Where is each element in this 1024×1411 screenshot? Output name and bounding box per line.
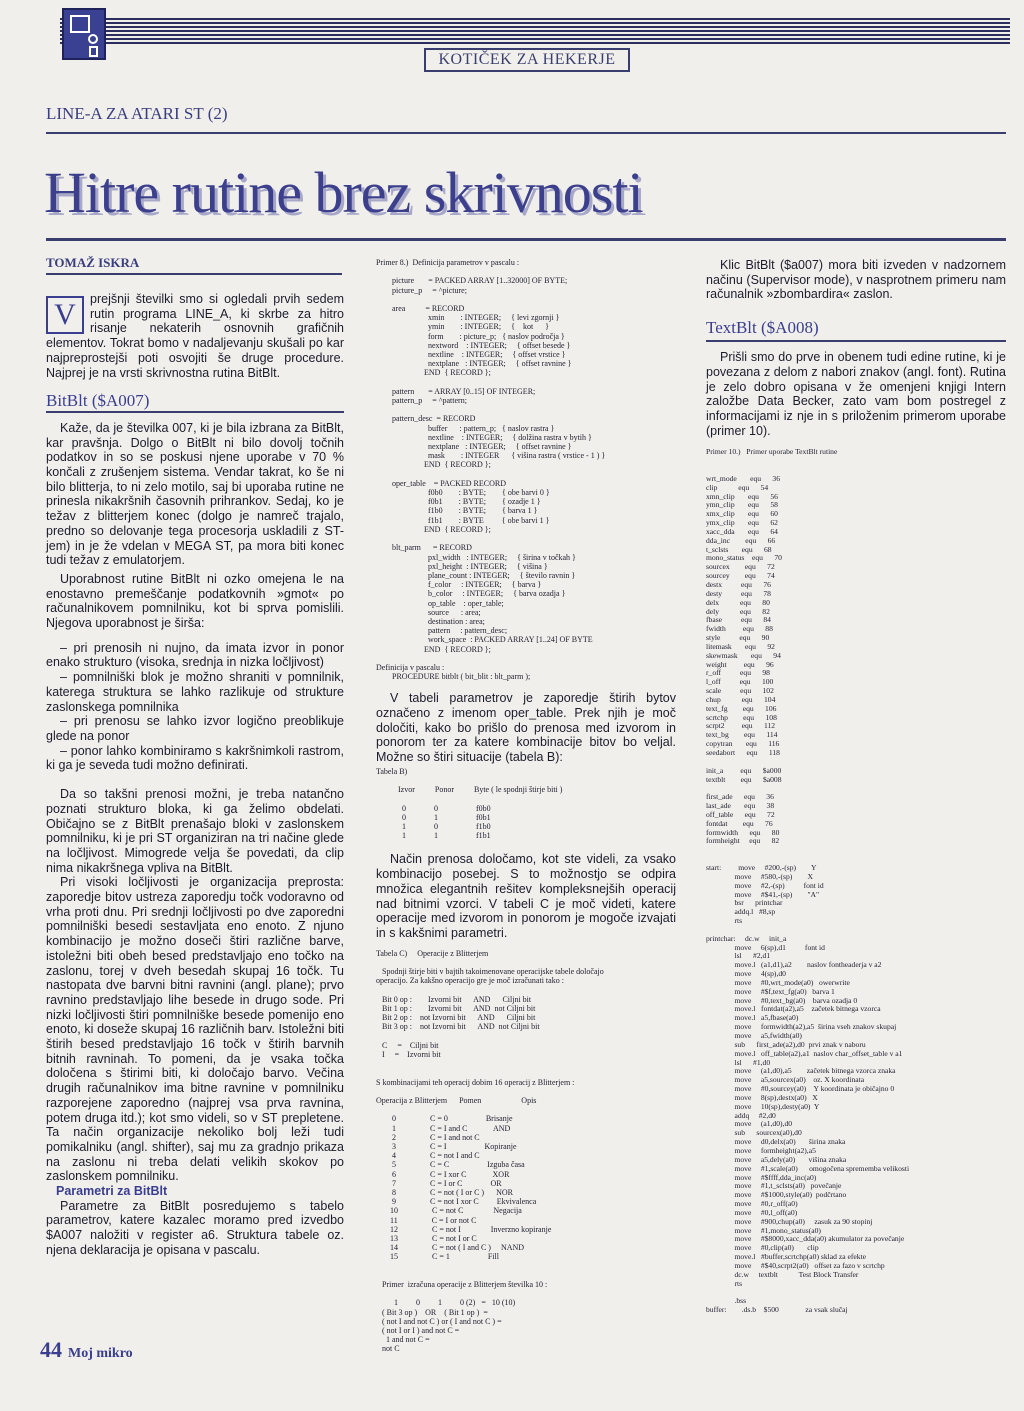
column-2 — [376, 258, 676, 1354]
article-title: Hitre rutine brez skrivnosti — [44, 160, 643, 225]
divider — [46, 238, 1006, 241]
list-item: – pri prenosih ni nujno, da imata izvor in ponor enako strukturo (visoka, srednja in nizka ločljivost) — [46, 640, 344, 670]
column-3 — [706, 258, 1006, 1315]
code-listing-pascal: Primer 8.) Definicija parametrov v pascalu : picture = PACKED ARRAY [1..32000] OF BYTE; picture_p = ^picture; area = RECORD xmin : INTEGER; { levi zgornji } ymin : INTEGER; { kot } form : picture_p; { naslov področja } nextword : INTEGER; { offset besede } nextline : INTEGER; { offset vrstice } nextplane : INTEGER; { offset ravnine } END { RECORD }; pattern = ARRAY [0..15] OF INTEGER; pattern_p = ^pattern; pattern_desc = RECORD buffer : pattern_p; { naslov rastra } nextline : INTEGER; { dolžina rastra v bytih } nextplane : INTEGER; { offset ravnine } mask : INTEGER { višina rastra ( vrstice - 1 ) } END { RECORD }; oper_table = PACKED RECORD f0b0 : BYTE; { obe barvi 0 } f0b1 : BYTE; { ozadje 1 } f1b0 : BYTE; { barva 1 } f1b1 : BYTE { obe barvi 1 } END { RECORD }; blt_parm = RECORD pxl_width : INTEGER; { širina v točkah } pxl_height : INTEGER; { višina } plane_count : INTEGER; { število ravnin } f_color : INTEGER; { barva } b_color : INTEGER; { barva ozadja } op_table : oper_table; source : area; destination : area; pattern : pattern_desc; work_space : PACKED ARRAY [1..24] OF BYTE END { RECORD }; Definicija v pascalu : PROCEDURE bitblt ( bit_blit : blt_parm ); — [376, 258, 606, 682]
code-listing-assembly: Primer 10.) Primer uporabe TextBlt rutine wrt_mode equ 36 clip equ 54 xmn_clip equ 56 ymn_clip equ 58 xmx_clip equ 60 ymx_clip equ 62 xacc_dda equ 64 dda_inc equ 66 t_sclsts equ 68 mono_status equ 70 sourcex equ 72 sourcey equ 74 destx equ 76 desty equ 78 delx equ 80 dely equ 82 fbase equ 84 fwidth equ 88 style equ 90 litemask equ 92 skewmask equ 94 weight equ 96 r_off equ 98 l_off equ 100 scale equ 102 chup equ 104 text_fg equ 106 scrtchp equ 108 scrpt2 equ 112 text_bg equ 114 copytran equ 116 seedabort equ 118 init_a equ $a000 textblt equ $a008 first_ade equ 36 last_ade equ 38 off_table equ 72 fontdat equ 76 formwidth equ 80 formheight equ 82 start: move #200,-(sp) Y move #580,-(sp) X move #2,-(sp) font id move #$41,-(sp) "A" bsr printchar addq.l #8,sp rts printchar: dc.w init_a move 6(sp),d1 font id lsl #2,d1 move.l (a1,d1),a2 naslov fontheaderja v a2 move 4(sp),d0 move #0,wrt_mode(a0) owerwrite move #$f,text_fg(a0) barva 1 move #0,text_bg(a0) barva ozadja 0 move.l fontdat(a2),a5 začetek bitnega vzorca move.l a5,fbase(a0) move formwidth(a2),a5 širina vseh znakov skupaj move a5,fwidth(a0) sub first_ade(a2),d0 prvi znak v naboru move.l off_table(a2),a1 naslov char_offset_table v a1 lsl #1,d0 move (a1,d0),a5 začetek bitnega vzorca znaka move a5,sourcex(a0) oz. X koordinata move #0,sourcey(a0) Y koordinata je običajno 0 move 8(sp),destx(a0) X move 10(sp),desty(a0) Y addq #2,d0 move (a1,d0),d0 sub sourcex(a0),d0 move d0,delx(a0) širina znaka move formheight(a2),a5 move a5,dely(a0) višina znaka move #1,scale(a0) omogočena sprememba velikosti move #$ffff,dda_inc(a0) move #1,t_sclsts(a0) povečanje move #$1000,style(a0) podčrtano move #0,r_off(a0) move #0,l_off(a0) move #900,chup(a0) zasuk za 90 stopinj move #1,mono_status(a0) move #$8000,xacc_dda(a0) akumulator za povečanje move #0,clip(a0) clip move.l #buffer,scrtchp(a0) sklad za efekte move #$40,scrpt2(a0) offset za fazo v scrtchp dc.w textblt Test Block Transfer rts .bss buffer: .ds.b $500 za vsak slučaj — [706, 447, 910, 1315]
table-b: Tabela B) Izvor Ponor Byte ( le spodnji štirje biti ) 0 0 f0b0 0 1 f0b1 1 0 f1b0 1 1 f1b1 — [376, 766, 563, 841]
paragraph: Prišli smo do prve in obenem tudi edine rutine, ki je povezana z delom z nabori znakov (angl. font). Rutina je zelo dobro opisana v že omenjeni knjigi Intern založbe Data Becker, zato vam bom postregel z informacijami iz nje in s priloženim primerom uporabe (primer 10). — [706, 350, 1006, 438]
page-number: 44 — [40, 1337, 62, 1362]
list-item: – ponor lahko kombiniramo s kakršnimkoli rastrom, ki ga je seveda tudi možno definirati. — [46, 743, 344, 773]
list-item: – pri prenosu se lahko izvor logično preoblikuje glede na ponor — [46, 714, 344, 743]
paragraph: Način prenosa določamo, kot ste videli, za vsako kombinacijo posebej. S to možnostjo se odpira množica elegantnih rešitev kompleksnejših operacij nad bitnimi vzorci. V tabeli C je moč videti, katere operacije med izvorom in ponorom je mogoče izvajati in s kakšnimi parametri. — [376, 852, 676, 940]
computer-logo-icon — [62, 8, 106, 60]
bold-subheading: Parametri za BitBlt — [56, 1184, 168, 1199]
paragraph: Kaže, da je številka 007, ki je bila izbrana za BitBlt, kar pravšnja. Dolgo o BitBlt ni bilo dovolj točnih podatkov in so se poskusi njene uporabe v 70 % končali z zrušenjem sistema. Vendar takrat, ko še ni bilo blitterja, to ni zelo motilo, saj bi uporaba rutine ne prinesla nikakršnih časovnih prihrankov. Sedaj, ko je težav z blitterjem konec (dolgo je namreč trajalo, predno so delovanje tega procesorja uskladili z ST-jem) in je že vdelan v MEGA ST, pa mora biti konec tudi težav z emulatorjem. — [46, 420, 344, 568]
author-name: TOMAŽ ISKRA — [46, 255, 342, 275]
divider — [46, 132, 1006, 134]
paragraph: Parametre za BitBlt posredujemo s tabelo parametrov, katere kazalec moramo pred izvedbo $A007 naložiti v register a6. Struktura tabele oz. njena deklaracija je opisana v pascalu. — [46, 1198, 344, 1257]
subheading-bitblt: BitBlt ($A007) — [46, 380, 344, 413]
drop-cap: V — [46, 296, 84, 334]
paragraph: Uporabnost rutine BitBlt ni ozko omejena le na enostavno premeščanje podatkovnih »gmot« po računalnikovem pomnilniku, kot bi sprva pomislili. Njegova uporabnost je širša: — [46, 571, 344, 631]
bullet-list — [46, 641, 344, 773]
table-c: Tabela C) Operacije z Blitterjem Spodnji štirje biti v bajtih takoimenovane operacijske tabele določajo operacijo. Za kakšno operacijo gre je moč izračunati tako : Bit 0 op : Izvorni bit AND Ciljni bit Bit 1 op : Izvorni bit AND not Ciljni bit Bit 2 op : not Izvorni bit AND Ciljni bit Bit 3 op : not Izvorni bit AND not Ciljni bit C = Ciljni bit I = Izvorni bit S kombinacijami teh operacij dobim 16 operacij z Blitterjem : Operacija z Blitterjem Pomen Opis 0 C = 0 Brisanje 1 C = I and C AND 2 C = I and not C 3 C = I Kopiranje 4 C = not I and C 5 C = C Izguba časa 6 C = I xor C XOR 7 C = I or C OR 8 C = not ( I or C ) NOR 9 C = not I xor C Ekvivalenca 10 C = not C Negacija 11 C = I or not C 12 C = not I Inverzno kopiranje 13 C = not I or C 14 C = not ( I and C ) NAND 15 C = 1 Fill Primer izračuna operacije z Blitterjem številka 10 : 1 0 1 0 (2) = 10 (10) ( Bit 3 op ) OR ( Bit 1 op ) = ( not I and not C ) or ( I and not C ) = ( not I or I ) and not C = 1 and not C = not C — [376, 948, 604, 1354]
paragraph: V tabeli parametrov je zaporedje štirih bytov označeno z imenom oper_table. Prek njih je moč določiti, kako bo prišlo do prenosa med izvorom in ponorom ter za katere kombinacije bitov bo veljal. Možne so štiri situacije (tabela B): — [376, 691, 676, 765]
series-title: LINE-A ZA ATARI ST (2) — [46, 104, 228, 123]
magazine-name: Moj mikro — [68, 1346, 133, 1361]
column-1 — [46, 292, 344, 1258]
intro-paragraph: V prejšnji številki smo si ogledali prvih sedem rutin programa LINE_A, ki skrbe za hitro risanje nekaterih osnovnih grafičnih elementov. Tokrat bomo v nadaljevanju skušali po kar najpreprostejši poti osvojiti še druge procedure. Najprej je na vrsti skrivnostna rutina BitBlt. — [46, 292, 344, 380]
section-label: KOTIČEK ZA HEKERJE — [424, 48, 630, 72]
subheading-textblt: TextBlt ($A008) — [706, 318, 1006, 342]
header-stripe-bar — [60, 18, 1010, 44]
paragraph: Pri visoki ločljivosti je organizacija preprosta: zaporedje bitov ustreza zaporedju točk vodoravno od vrha proti dnu. Pri srednji ločljivosti po dve zaporedni pomnilniški besedi sestavljata eno enoto. Z njuno kombinacijo je možno doseči štiri različne barve, istoležni biti obeh besed predstavljajo eno točko na zaslonu, torej v dveh besedah skupaj 16 točk. Tu nastopata dve barvni bitni ravnini (angl. plane); prvo ravnino predstavljajo lihe besede in drugo sode. Pri nizki ločljivosti štiri pomnilniške besede pomenijo eno enoto, ki doseže skupaj 16 različnih barv. Istoležni biti štirih besed predstavljajo 16 točk v štirih barvnih bitnih ravninah. To pomeni, da je vsaka točka določena s štirimi biti, ki določajo barvo. Večina drugih računalnikov ima bitne ravnine v pomnilniku razporejene zaporedno (najprej vsa prva ravnina, potem druga itd.); kot smo videli, so v ST prepletene. Ta način organizacije nekoliko bolj leži tudi pomikalniku (angl. shifter), saj mu za gradnjo prikaza na zaslonu ni treba delati velikih skokov po zaslonskem pomnilniku. — [46, 875, 344, 1184]
paragraph: Klic BitBlt ($a007) mora biti izveden v nadzornem načinu (Supervisor mode), v nasprotnem primeru nam računalnik »zbombardira« zaslon. — [706, 258, 1006, 302]
paragraph: Da so takšni prenosi možni, je treba natančno poznati strukturo bloka, ki ga želimo obdelati. Običajno se z BitBlt prenašajo bloki v zaslonskem pomnilniku, ki je pri ST organiziran na tri načine glede na ločljivost. Mimogrede velja še povedati, da clip nima nikakršnega vpliva na BitBlt. — [46, 787, 344, 875]
list-item: – pomnilniški blok je možno shraniti v pomnilnik, katerega struktura se lahko razlikuje od strukture zaslonskega pomnilnika — [46, 670, 344, 714]
page-footer — [40, 1337, 133, 1363]
